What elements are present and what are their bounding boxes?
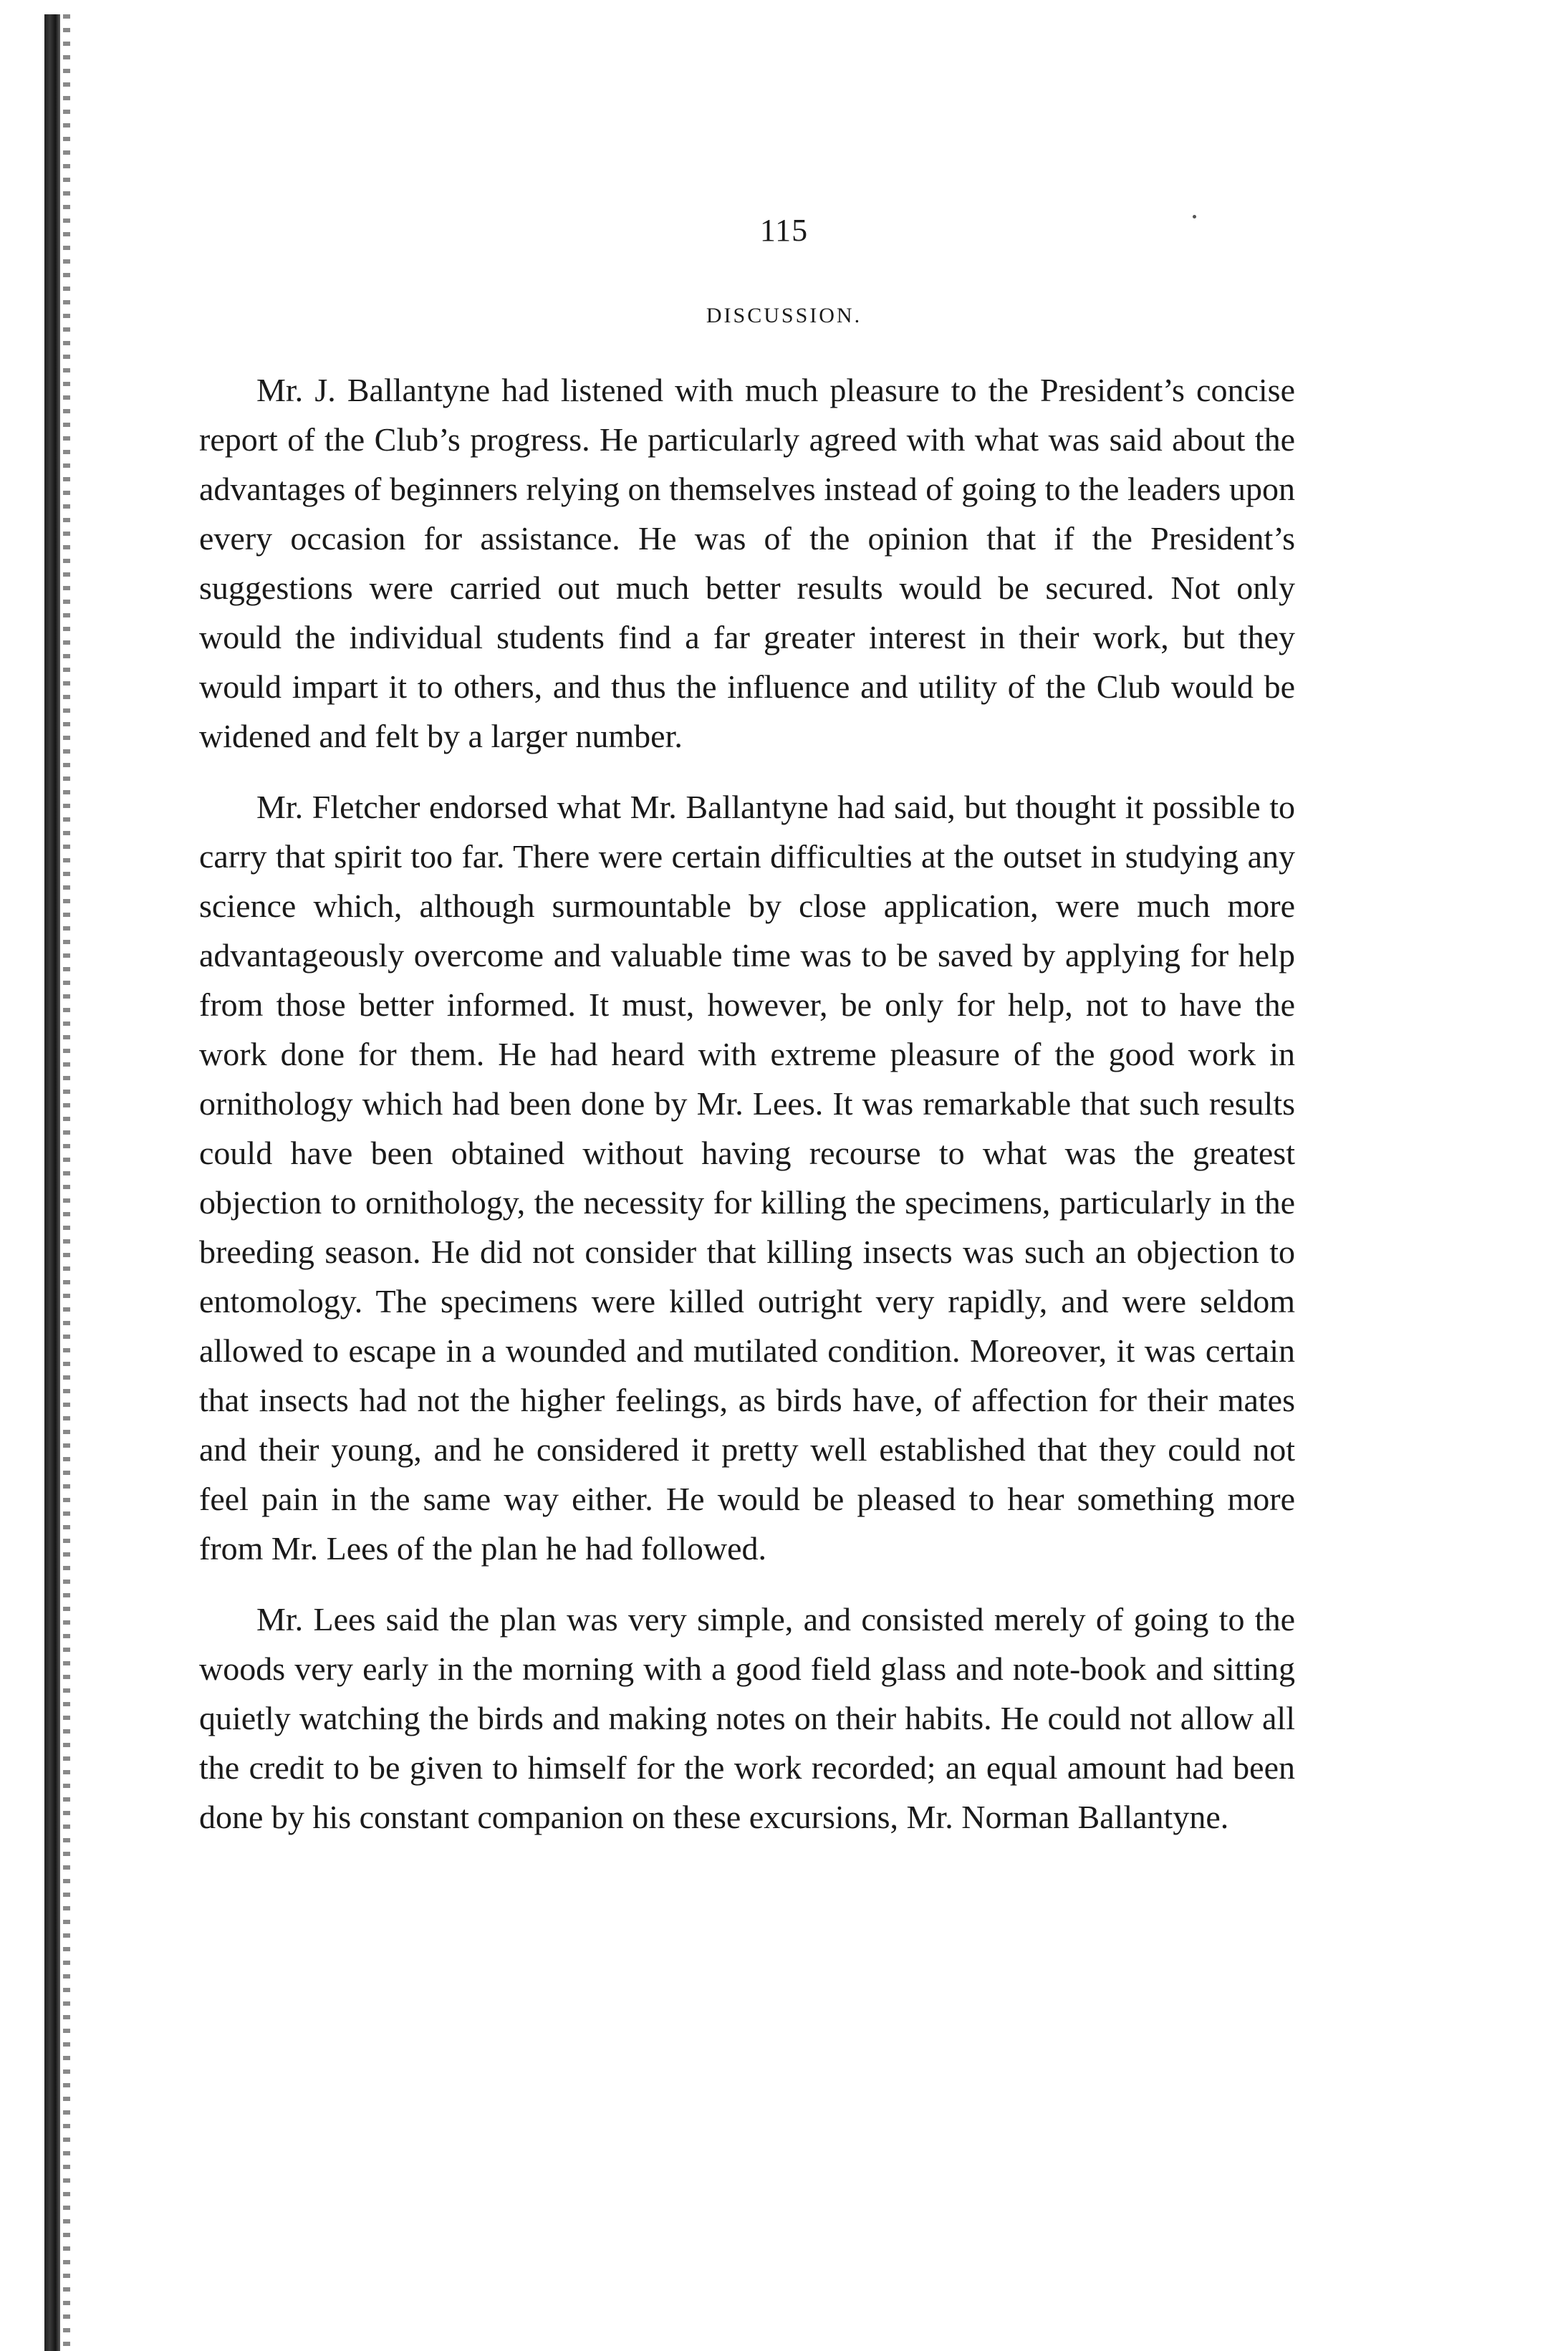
page-number: 115: [759, 213, 809, 248]
paragraph-fletcher: Mr. Fletcher endorsed what Mr. Ballantyne had said, but thought it possible to carry that spirit too far. There were certain difficulties at the outset in studying any science which, although surmountable by close application, were much more advantageously overcome and valuable time was to be saved by applying for help from those better informed. It must, however, be only for help, not to have the work done for them. He had heard with extreme pleasure of the good work in ornithology which had been done by Mr. Lees. It was remarkable that such results could have been obtained without having recourse to what was the greatest objection to ornithology, the necessity for killing the specimens, particularly in the breeding season. He did not consider that killing insects was such an objection to entomology. The specimens were killed outright very rapidly, and were seldom allowed to escape in a wounded and mutilated condition. Moreover, it was certain that insects had not the higher feelings, as birds have, of affection for their mates and their young, and he considered it pretty well established that they could not feel pain in the same way either. He would be pleased to hear something more from Mr. Lees of the plan he had followed.: [199, 789, 1295, 1567]
text-body: [199, 365, 1295, 1863]
page-binding-edge: [44, 14, 60, 2351]
paragraph-ballantyne: Mr. J. Ballantyne had listened with much pleasure to the President’s concise report of the Club’s progress. He particularly agreed with what was said about the advantages of beginners relying on themselves instead of going to the leaders upon every occasion for assistance. He was of the opinion that if the President’s suggestions were carried out much better results would be secured. Not only would the individual students find a far greater interest in their work, but they would impart it to others, and thus the influence and utility of the Club would be widened and felt by a larger number.: [199, 372, 1295, 754]
section-heading: DISCUSSION.: [706, 304, 862, 327]
paragraph-lees: Mr. Lees said the plan was very simple, and consisted merely of going to the woods very early in the morning with a good field glass and note-book and sitting quietly watching the birds and making notes on their habits. He could not allow all the credit to be given to himself for the work recorded; an equal amount had been done by his constant companion on these excursions, Mr. Norman Ballantyne.: [199, 1601, 1295, 1835]
